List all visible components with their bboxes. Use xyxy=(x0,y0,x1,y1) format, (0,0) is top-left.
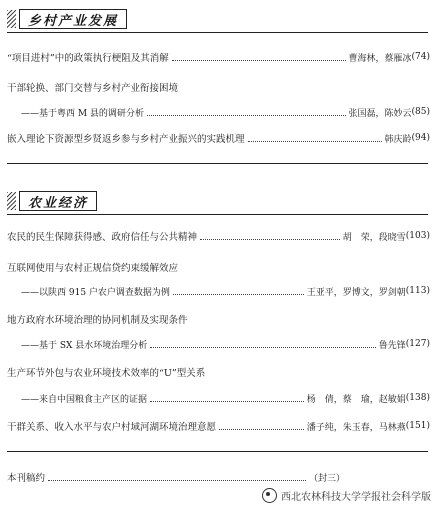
entry-page: (85) xyxy=(411,107,430,117)
entry-author: （封三） xyxy=(308,473,345,484)
entry-title: 农民的民生保障获得感、政府信任与公共精神 xyxy=(7,232,198,243)
toc-entry[interactable] xyxy=(7,470,345,484)
watermark-text: 西北农林科技大学学报社会科学版 xyxy=(281,492,431,503)
entry-page: (127) xyxy=(405,339,430,349)
section-title: 农业经济 xyxy=(19,191,97,211)
toc-entry[interactable] xyxy=(7,229,430,243)
entry-title: 本刊稿约 xyxy=(7,473,46,484)
entry-page: (94) xyxy=(411,133,430,143)
entry-subtitle: ——基于 SX 县水环境治理分析 xyxy=(21,340,148,351)
toc-entry[interactable] xyxy=(7,131,430,145)
toc-entry-title[interactable]: 生产环节外包与农业环境技术效率的“U”型关系 xyxy=(7,368,206,379)
entry-page: (151) xyxy=(405,421,430,431)
dot-leader xyxy=(200,239,340,240)
section-rule xyxy=(7,32,428,33)
watermark xyxy=(262,488,431,503)
toc-entry-title[interactable]: 互联网使用与农村正规信贷约束缓解效应 xyxy=(7,263,179,274)
wechat-logo-icon xyxy=(262,488,277,503)
dot-leader xyxy=(173,294,304,295)
entry-author: 胡 荣，段晓雪 xyxy=(342,232,406,243)
entry-author: 杨 倩，蔡 瑜，赵敏娟 xyxy=(306,394,406,405)
section-title: 乡村产业发展 xyxy=(19,9,127,29)
section-rule xyxy=(7,214,428,215)
toc-entry[interactable] xyxy=(7,419,430,433)
entry-author: 潘子纯，朱玉春，马林燕 xyxy=(306,422,406,433)
entry-page: (113) xyxy=(405,286,430,296)
entry-title: 干群关系、收入水平与农户村域河湖环境治理意愿 xyxy=(7,422,217,433)
dot-leader xyxy=(172,60,346,61)
dot-leader xyxy=(150,347,375,348)
entry-author: 张国磊，陈妙云 xyxy=(348,108,412,119)
toc-entry-title[interactable]: 地方政府水环境治理的协同机制及实现条件 xyxy=(7,315,188,326)
toc-entry[interactable] xyxy=(7,284,430,298)
entry-subtitle: ——以陕西 915 户农户调查数据为例 xyxy=(21,287,170,298)
toc-entry[interactable] xyxy=(7,50,430,64)
entry-author: 王亚平，罗博文，罗剑朝 xyxy=(306,287,406,298)
dot-leader xyxy=(150,401,304,402)
entry-author: 鲁先锋 xyxy=(378,340,406,351)
entry-page: (103) xyxy=(405,231,430,241)
dot-leader xyxy=(248,141,382,142)
divider-rule xyxy=(7,451,428,452)
section-label-agri-economy xyxy=(7,190,137,212)
entry-title: “项目进村”中的政策执行梗阻及其消解 xyxy=(7,53,169,64)
section-label-rural-industry xyxy=(7,8,137,30)
divider-rule xyxy=(7,163,428,164)
toc-entry[interactable] xyxy=(7,337,430,351)
dot-leader xyxy=(147,115,346,116)
entry-subtitle: ——基于粤西 M 县的调研分析 xyxy=(21,108,144,119)
entry-subtitle: ——来自中国粮食主产区的证据 xyxy=(21,394,148,405)
toc-entry[interactable] xyxy=(7,391,430,405)
toc-entry-title[interactable]: 干部轮换、部门交替与乡村产业衔接困境 xyxy=(7,83,179,94)
dot-leader xyxy=(219,429,304,430)
entry-author: 曹海林，蔡雁冰 xyxy=(348,53,412,64)
entry-title: 嵌入理论下资源型乡贤返乡参与乡村产业振兴的实践机理 xyxy=(7,134,245,145)
hatch-decoration-icon xyxy=(7,10,16,28)
hatch-decoration-icon xyxy=(7,192,16,210)
toc-entry[interactable] xyxy=(7,105,430,119)
entry-author: 韩庆龄 xyxy=(384,134,412,145)
entry-page: (74) xyxy=(411,52,430,62)
entry-page: (138) xyxy=(405,393,430,403)
dot-leader xyxy=(48,480,306,481)
